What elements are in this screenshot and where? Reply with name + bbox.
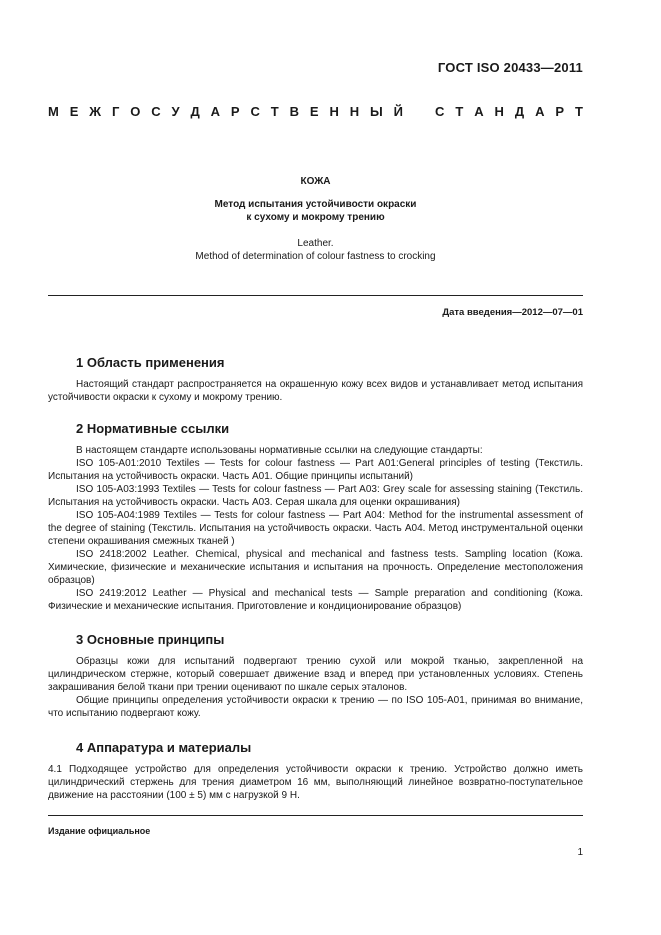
banner-word-interstate xyxy=(48,104,403,119)
document-subtitle xyxy=(48,198,583,224)
reference-item: ISO 105-A04:1989 Textiles — Tests for colour fastness — Part A04: Method for the instrumental assessment of the degree of staining (Текстиль. Испытания на устойчивость окраски. Часть A04. Метод инструментальной оценки степени окрашивания смежных тканей ) xyxy=(48,510,583,547)
banner-letter: У xyxy=(171,104,180,119)
banner-letter: Г xyxy=(111,104,120,119)
section-normative-references xyxy=(48,421,583,613)
introduction-date: Дата введения—2012—07—01 xyxy=(442,307,583,318)
banner-letter: Т xyxy=(575,104,583,119)
banner-letter: О xyxy=(130,104,141,119)
reference-item: ISO 2418:2002 Leather. Chemical, physical and mechanical and fastness tests. Sampling location (Кожа. Химические, физические и механические испытания и испытания на прочность. Определение местоположения образцов) xyxy=(48,549,583,586)
section-scope xyxy=(48,355,583,404)
subtitle-line: к сухому и мокрому трению xyxy=(246,212,385,223)
section-apparatus xyxy=(48,740,583,802)
document-title: КОЖА xyxy=(300,176,331,187)
banner-letter: Р xyxy=(230,104,240,119)
banner-letter: С xyxy=(151,104,161,119)
english-title-line: Leather. xyxy=(297,238,334,249)
banner-letter: А xyxy=(535,104,545,119)
reference-item: ISO 2419:2012 Leather — Physical and mechanical tests — Sample preparation and conditioning (Кожа. Физические и механические испытания. Приготовление и кондиционирование образцов) xyxy=(48,588,583,612)
banner-letter: Н xyxy=(329,104,339,119)
banner-letter: С xyxy=(250,104,260,119)
section-title: 3 Основные принципы xyxy=(76,632,225,647)
paragraph: 4.1 Подходящее устройство для определения устойчивости окраски к трению. Устройство должно иметь цилиндрический стержень для трения диаметром 16 мм, выполняющий линейное возвратно-поступательное движение на расстоянии (100 ± 5) мм с нагрузкой 9 Н. xyxy=(48,764,583,801)
banner-letter: Е xyxy=(309,104,319,119)
banner-letter: А xyxy=(474,104,484,119)
banner-letter: Д xyxy=(514,104,525,119)
banner-letter: Р xyxy=(555,104,565,119)
banner-letter: Т xyxy=(455,104,464,119)
banner-letter: Д xyxy=(190,104,200,119)
document-code: ГОСТ ISO 20433—2011 xyxy=(437,60,583,75)
paragraph: Общие принципы определения устойчивости окраски к трению — по ISO 105-A01, принимая во внимание, что испытанию подвергают кожу. xyxy=(48,695,583,719)
paragraph: Настоящий стандарт распространяется на окрашенную кожу всех видов и устанавливает метод испытания устойчивости окраски к сухому и мокрому трению. xyxy=(48,379,583,403)
banner-letter: С xyxy=(435,104,445,119)
banner-letter: А xyxy=(210,104,221,119)
banner-letter: Н xyxy=(349,104,360,119)
banner-letter: Т xyxy=(270,104,279,119)
section-title: 4 Аппаратура и материалы xyxy=(76,740,252,755)
edition-label: Издание официальное xyxy=(48,826,151,836)
banner-letter: Й xyxy=(393,104,403,119)
section-title: 2 Нормативные ссылки xyxy=(76,421,230,436)
banner-letter: В xyxy=(289,104,299,119)
section-basic-principles xyxy=(48,632,583,720)
banner-letter: Ы xyxy=(370,104,383,119)
standard-banner xyxy=(48,104,583,119)
banner-letter: М xyxy=(48,104,59,119)
paragraph: В настоящем стандарте использованы нормативные ссылки на следующие стандарты: xyxy=(76,445,483,456)
banner-word-standard xyxy=(435,104,583,119)
banner-letter: Е xyxy=(69,104,79,119)
page-number: 1 xyxy=(577,847,583,858)
section-title: 1 Область применения xyxy=(76,355,225,370)
english-title-line: Method of determination of colour fastness to crocking xyxy=(195,251,436,262)
reference-item: ISO 105-A01:2010 Textiles — Tests for colour fastness — Part A01:General principles of testing (Текстиль. Испытания на устойчивость окраски. Часть A01. Общие принципы испытаний) xyxy=(48,458,583,482)
subtitle-line: Метод испытания устойчивости окраски xyxy=(214,199,417,210)
paragraph: Образцы кожи для испытаний подвергают трению сухой или мокрой тканью, закрепленной на цилиндрическом стержне, который совершает движение взад и вперед при установленных условиях. Степень закрашивания белой ткани при трении оценивают по шкале серых эталонов. xyxy=(48,656,583,693)
banner-letter: Ж xyxy=(89,104,102,119)
banner-letter: Н xyxy=(494,104,504,119)
header-divider xyxy=(48,295,583,296)
english-title xyxy=(48,237,583,263)
footer-divider xyxy=(48,815,583,816)
reference-item: ISO 105-A03:1993 Textiles — Tests for colour fastness — Part A03: Grey scale for assessing staining (Текстиль. Испытания на устойчивость окраски. Часть A03. Серая шкала для оценки окрашивания) xyxy=(48,484,583,508)
